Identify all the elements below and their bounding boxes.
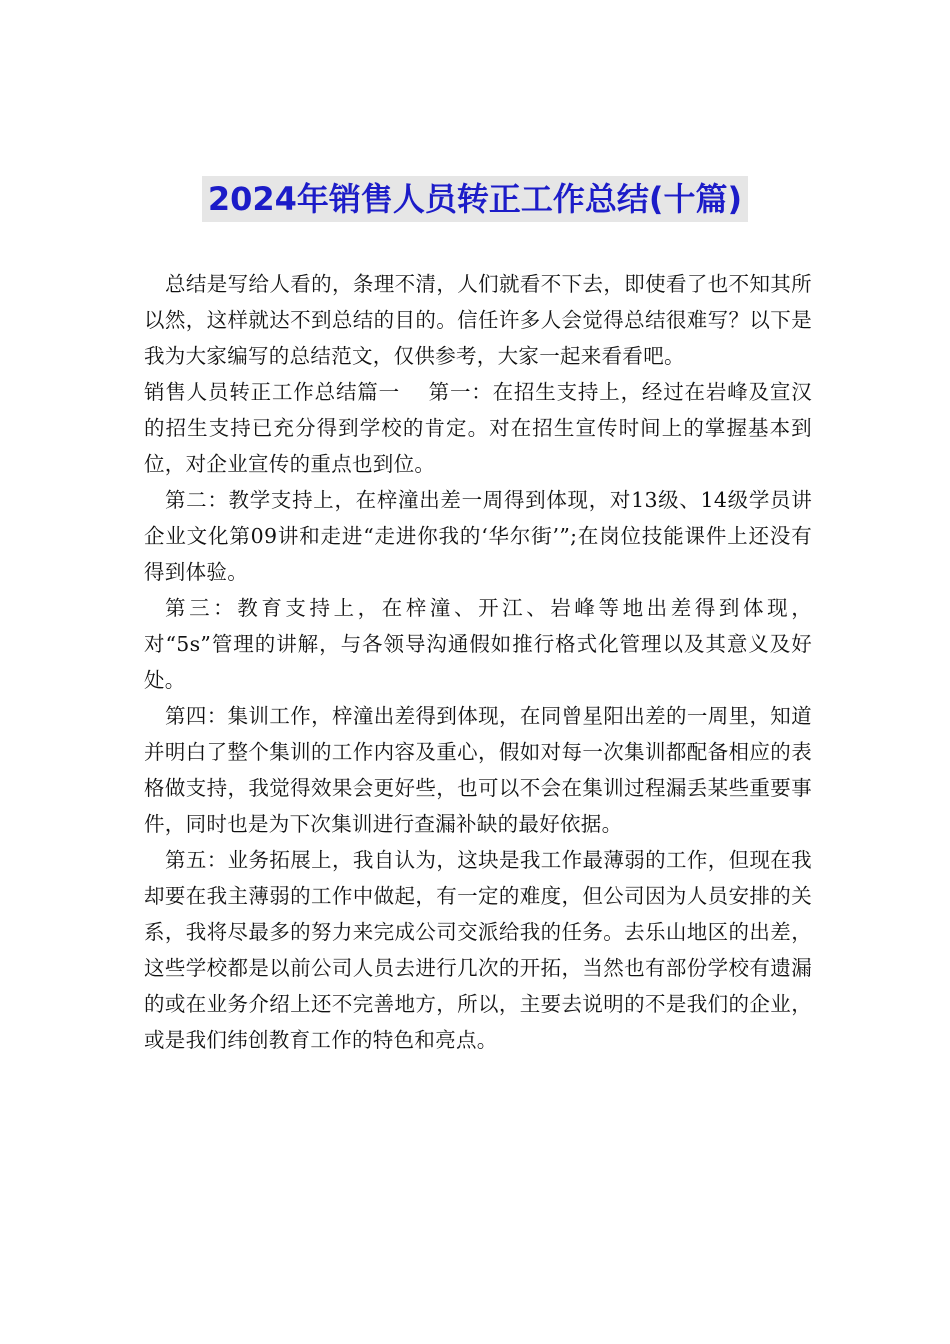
- paragraph-fifth: 第五：业务拓展上，我自认为，这块是我工作最薄弱的工作，但现在我却要在我主薄弱的工作中做起，有一定的难度，但公司因为人员安排的关系，我将尽最多的努力来完成公司交派给我的任务。去乐山地区的出差，这些学校都是以前公司人员去进行几次的开拓，当然也有部份学校有遗漏的或在业务介绍上还不完善地方，所以，主要去说明的不是我们的企业，或是我们纬创教育工作的特色和亮点。: [144, 848, 812, 1052]
- document-title: 2024年销售人员转正工作总结(十篇): [202, 176, 748, 222]
- paragraph-intro: 总结是写给人看的，条理不清，人们就看不下去，即使看了也不知其所以然，这样就达不到总结的目的。信任许多人会觉得总结很难写？以下是我为大家编写的总结范文，仅供参考，大家一起来看看吧。: [144, 272, 812, 368]
- paragraph-third: 第三：教育支持上，在梓潼、开江、岩峰等地出差得到体现，对“5s”管理的讲解，与各领导沟通假如推行格式化管理以及其意义及好处。: [144, 596, 812, 692]
- paragraph-section-one: 销售人员转正工作总结篇一 第一：在招生支持上，经过在岩峰及宣汉的招生支持已充分得到学校的肯定。对在招生宣传时间上的掌握基本到位，对企业宣传的重点也到位。: [144, 380, 812, 476]
- title-container: [0, 176, 950, 222]
- paragraph-fourth: 第四：集训工作，梓潼出差得到体现，在同曾星阳出差的一周里，知道并明白了整个集训的工作内容及重心，假如对每一次集训都配备相应的表格做支持，我觉得效果会更好些，也可以不会在集训过程漏丢某些重要事件，同时也是为下次集训进行查漏补缺的最好依据。: [144, 704, 812, 836]
- paragraph-second: 第二：教学支持上，在梓潼出差一周得到体现，对13级、14级学员讲企业文化第09讲和走进“走进你我的‘华尔街’”;在岗位技能课件上还没有得到体验。: [144, 488, 812, 584]
- document-body: [144, 266, 812, 1058]
